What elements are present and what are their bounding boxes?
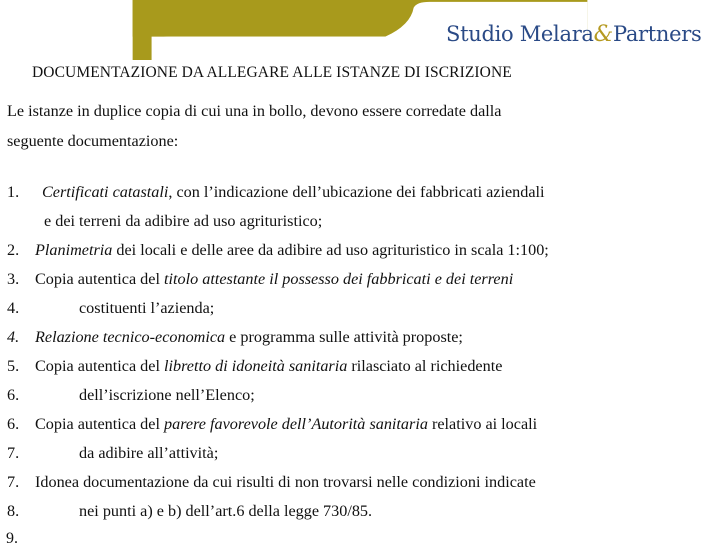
list-item: 5. Copia autentica del libretto di idoneità sanitaria rilasciato al richiedente — [7, 357, 503, 375]
list-item: 7. Idonea documentazione da cui risulti di non trovarsi nelle condizioni indicate — [7, 473, 536, 491]
list-item: 6. Copia autentica del parere favorevole dell’Autorità sanitaria relativo ai locali — [7, 415, 538, 433]
list-item: 3. Copia autentica del titolo attestante il possesso dei fabbricati e dei terreni — [7, 270, 514, 288]
company-logo: Studio Melara&Partners — [446, 22, 702, 47]
list-item: 6. dell’iscrizione nell’Elenco; — [7, 386, 255, 404]
intro-line: Le istanze in duplice copia di cui una in bollo, devono essere corredate dalla — [7, 102, 502, 120]
list-item: 1. Certificati catastali, con l’indicazione dell’ubicazione dei fabbricati aziendali — [7, 183, 545, 201]
list-item: e dei terreni da adibire ad uso agrituristico; — [44, 212, 323, 230]
document-title: DOCUMENTAZIONE DA ALLEGARE ALLE ISTANZE DI ISCRIZIONE — [32, 64, 512, 81]
list-item: 8. nei punti a) e b) dell’art.6 della legge 730/85. — [7, 502, 373, 520]
list-item: 4. costituenti l’azienda; — [7, 299, 215, 317]
intro-paragraph — [7, 96, 707, 156]
list-item: 2. Planimetria dei locali e delle aree da adibire ad uso agrituristico in scala 1:100; — [7, 241, 549, 259]
list-item-number-cutoff: 9. — [6, 530, 18, 547]
intro-line: seguente documentazione: — [7, 132, 179, 150]
list-item: 4. Relazione tecnico-economica e programma sulle attività proposte; — [7, 328, 463, 346]
list-item: 7. da adibire all’attività; — [7, 444, 219, 462]
